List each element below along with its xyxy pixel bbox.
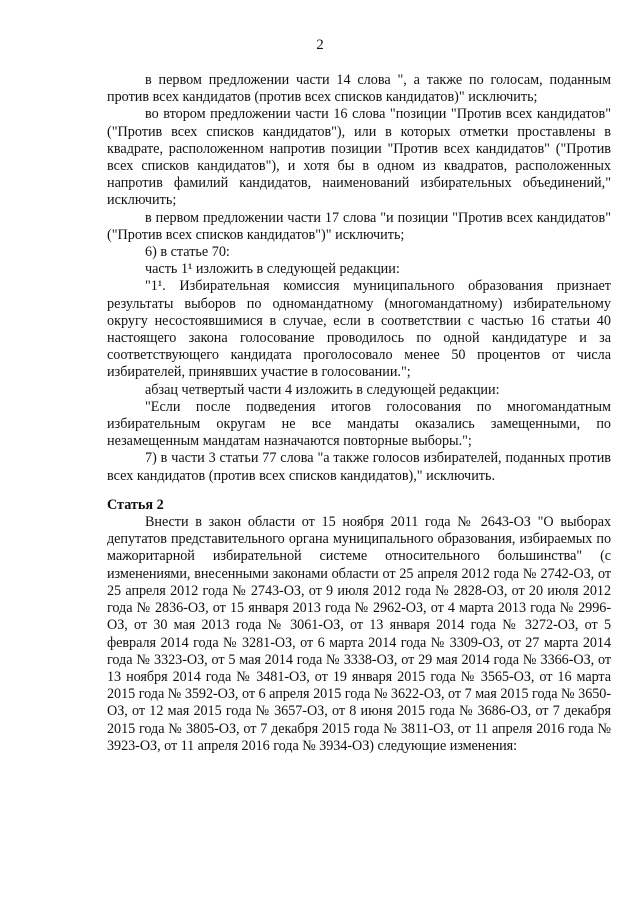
page-number: 2 — [316, 37, 324, 53]
paragraph-part-1-1-intro: часть 1¹ изложить в следующей редакции: — [145, 261, 400, 278]
article-2-text: Внести в закон области от 15 ноября 2011 года № 2643-ОЗ "О выборах депутатов представительного органа муниципального образования, избираемых по мажоритарной избирательной системе относительного большинства" (с изменениями, внесенными законами области от 25 апреля 2012 года № 2742-ОЗ, от 25 апреля 2012 года № 2743-ОЗ, от 9 июля 2012 года № 2828-ОЗ, от 20 июля 2012 года № 2836-ОЗ, от 15 января 2013 года № 2962-ОЗ, от 4 марта 2013 года № 2996-ОЗ, от 30 мая 2013 года № 3061-ОЗ, от 13 января 2014 года № 3272-ОЗ, от 5 февраля 2014 года № 3281-ОЗ, от 6 марта 2014 года № 3309-ОЗ, от 27 марта 2014 года № 3323-ОЗ, от 5 мая 2014 года № 3338-ОЗ, от 29 мая 2014 года № 3366-ОЗ, от 13 ноября 2014 года № 3481-ОЗ, от 19 января 2015 года № 3565-ОЗ, от 16 марта 2015 года № 3592-ОЗ, от 6 апреля 2015 года № 3622-ОЗ, от 7 мая 2015 года № 3650-ОЗ, от 12 мая 2015 года № 3657-ОЗ, от 8 июня 2015 года № 3686-ОЗ, от 7 декабря 2015 года № 3805-ОЗ, от 7 декабря 2015 года № 3811-ОЗ, от 11 апреля 2016 года № 3923-ОЗ, от 11 апреля 2016 года № 3934-ОЗ) следующие изменения: — [107, 514, 611, 754]
paragraph-part-4-intro: абзац четвертый части 4 изложить в следующей редакции: — [145, 381, 500, 398]
paragraph-part-14: в первом предложении части 14 слова ", а также по голосам, поданным против всех кандидатов (против всех списков кандидатов)" исключить; — [107, 72, 611, 106]
paragraph-article-77: 7) в части 3 статьи 77 слова "а также голосов избирателей, поданных против всех кандидатов (против всех списков кандидатов)," исключить. — [107, 450, 611, 484]
paragraph-part-16: во втором предложении части 16 слова "позиции "Против всех кандидатов" ("Против всех списков кандидатов"), или в которых отметки проставлены в квадрате, расположенном напротив позиции "Против всех кандидатов" ("Против всех списков кандидатов"), и хотя бы в одном из квадратов, расположенных напротив фамилий кандидатов, наименований избирательных объединений," исключить; — [107, 106, 611, 209]
article-2-heading: Статья 2 — [107, 496, 164, 513]
paragraph-part-4-text: "Если после подведения итогов голосования по многомандатным избирательным округам не все мандаты оказались замещенными, по незамещенным мандатам назначаются повторные выборы."; — [107, 398, 611, 450]
paragraph-part-17: в первом предложении части 17 слова "и позиции "Против всех кандидатов" ("Против всех списков кандидатов")" исключить; — [107, 209, 611, 243]
paragraph-part-1-1-text: "1¹. Избирательная комиссия муниципального образования признает результаты выборов по одномандатному (многомандатному) избирательному округу несостоявшимися в случае, если в соответствии с частью 16 статьи 40 настоящего закона голосование проводилось по одной кандидатуре и за соответствующего кандидата проголосовало менее 50 процентов от числа избирателей, принявших участие в голосовании."; — [107, 278, 611, 381]
paragraph-article-70: 6) в статье 70: — [145, 244, 230, 261]
document-body — [107, 72, 611, 755]
